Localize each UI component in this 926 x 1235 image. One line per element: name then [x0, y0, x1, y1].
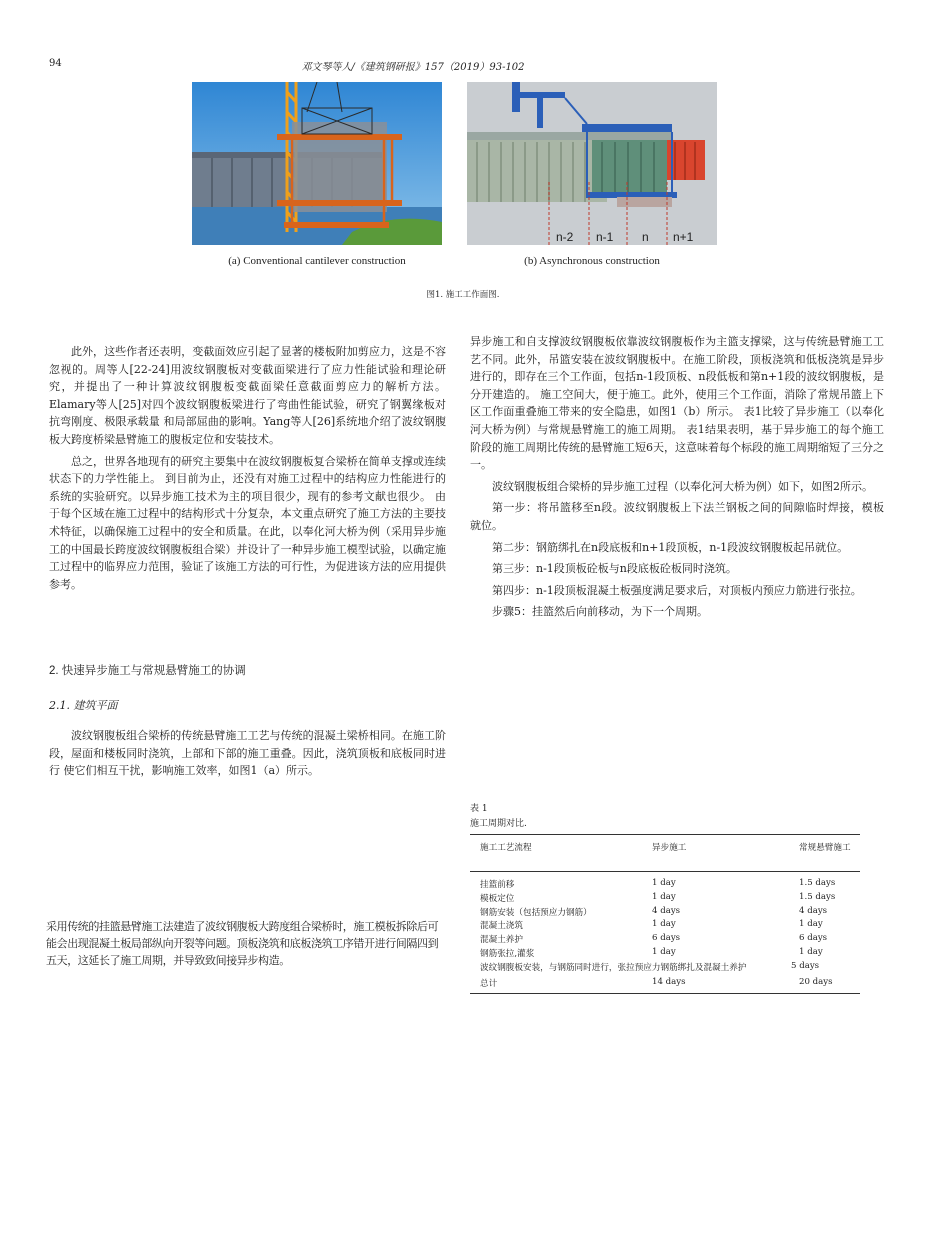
- table-cell: 6 days: [799, 933, 828, 944]
- table-header-row: [470, 835, 860, 872]
- table-row: [470, 872, 860, 892]
- figure-caption: 图1. 施工工作面图.: [426, 290, 500, 300]
- figure-conventional-cantilever-photo: [192, 82, 442, 245]
- subsection-heading: 2.1. 建筑平面: [49, 699, 118, 712]
- table-cell: 5 days: [791, 960, 820, 971]
- table-row: [470, 933, 860, 947]
- segment-label-n-2: n-2: [556, 230, 574, 244]
- table-header: 异步施工: [642, 835, 789, 872]
- segment-label-n: n: [642, 230, 649, 244]
- paragraph: 步骤5：挂篮然后向前移动，为下一个周期。: [492, 605, 708, 619]
- table-cell: 1.5 days: [799, 878, 836, 888]
- table-cell: 1 day: [652, 878, 676, 888]
- table-row: [470, 919, 860, 933]
- paragraph: 第三步：n-1段顶板砼板与n段底板砼板同时浇筑。: [492, 562, 737, 576]
- table-cell: 波纹钢腹板安装，与钢筋同时进行，张拉预应力钢筋绑扎及混凝土养护: [480, 962, 747, 973]
- table-cell: 总计: [480, 978, 498, 989]
- table-row: [470, 947, 860, 961]
- paragraph: 波纹钢腹板组合梁桥的异步施工过程（以奉化河大桥为例）如下，如图2所示。: [492, 479, 873, 493]
- construction-period-table: [470, 834, 860, 994]
- paragraph: 第二步：钢筋绑扎在n段底板和n+1段顶板，n-1段波纹钢腹板起吊就位。: [492, 540, 849, 554]
- paragraph: 第四步：n-1段顶板混凝土板强度满足要求后，对顶板内预应力筋进行张拉。: [492, 583, 862, 597]
- paragraph: 总之，世界各地现有的研究主要集中在波纹钢腹板复合梁桥在简单支撑或连续状态下的力学性能上。 到目前为止，还没有对施工过程中的结构应力性能进行的系统的实验研究。以异步施工技术为主的项目很少，现有的参考文献也很少。 由于每个区域在施工过程中的结构形式十分复杂，本文重点研究了施工方法的主要技术特征，以确保施工过程中的安全和质量。在此，以奉化河大桥为例（采用异步施工的中国最长跨度波纹钢腹板组合梁）并设计了一种异步施工模型试验，以确定施工过程中的临界应力范围，验证了该施工方法的可行性，为促进该方法的应用提供参考。: [49, 454, 446, 591]
- table-row: [470, 892, 860, 906]
- section-heading: 2. 快速异步施工与常规悬臂施工的协调: [49, 665, 246, 677]
- table-cell: 挂篮前移: [480, 880, 515, 890]
- table-row-total: [470, 975, 860, 994]
- right-column: [470, 333, 884, 625]
- page-number: 94: [49, 58, 62, 69]
- paragraph: 第一步：将吊篮移至n段。波纹钢腹板上下法兰钢板之间的间隙临时焊接，模板就位。: [470, 501, 884, 532]
- table-cell: 1 day: [652, 891, 676, 902]
- table-cell: 4 days: [652, 905, 681, 916]
- segment-label-n-plus-1: n+1: [673, 230, 694, 244]
- paragraph: 异步施工和自支撑波纹钢腹板依靠波纹钢腹板作为主篮支撑梁，这与传统悬臂施工工艺不同。此外，吊篮安装在波纹钢腹板中。在施工阶段，顶板浇筑和低板浇筑是异步进行的，即存在三个工作面，包括n-1段顶板、n段低板和第n+1段的波纹钢腹板，是分开建造的。 施工空间大，便于施工。此外，使用三个工作面，消除了常规吊篮上下区工作面重叠施工带来的安全隐患，如图1（b）所示。 表1比较了异步施工（以奉化河大桥为例）与常规悬臂施工的施工周期。 表1结果表明，基于异步施工的每个施工阶段的施工周期比传统的悬臂施工短6天，这意味着每个标段的施工周期缩短了三分之一。: [470, 335, 884, 472]
- table-cell: 14 days: [652, 976, 686, 987]
- table-cell: 混凝土浇筑: [480, 921, 523, 932]
- table-cell: 钢筋安装（包括预应力钢筋）: [480, 907, 592, 918]
- paragraph: 此外，这些作者还表明，变截面效应引起了显著的楼板附加剪应力，这是不容忽视的。周等人[22-24]用波纹钢腹板对变截面梁进行了应力性能试验和理论研究，并提出了一种计算波纹钢腹板变截面梁任意截面剪应力的解析方法。Elamary等人[25]对四个波纹钢腹板梁进行了弯曲性能试验，研究了钢翼缘板对抗弯刚度、极限承载量 和局部屈曲的影响。Yang等人[26]系统地介绍了波纹钢腹板大跨度桥梁悬臂施工的腹板定位和安装技术。: [49, 345, 446, 446]
- paragraph: 采用传统的挂篮悬臂施工法建造了波纹钢腹板大跨度组合梁桥时，施工模板拆除后可能会出现混凝土板局部纵向开裂等问题。顶板浇筑和底板浇筑工序错开进行间隔四到五天，这延长了施工周期，并导致致间接异步构造。: [46, 920, 439, 967]
- segment-label-n-1: n-1: [596, 230, 614, 244]
- table-header: 常规悬臂施工: [789, 835, 860, 872]
- table-cell: 1 day: [799, 946, 823, 957]
- table-row: [470, 961, 860, 975]
- paragraph: 波纹钢腹板组合梁桥的传统悬臂施工工艺与传统的混凝土梁桥相同。在施工阶段，屋面和楼板同时浇筑，上部和下部的施工重叠。因此，浇筑顶板和底板同时进行 使它们相互干扰，影响施工效率，如图1（a）所示。: [49, 729, 446, 778]
- table-cell: 钢筋张拉,灌浆: [480, 948, 535, 959]
- table-cell: 4 days: [799, 905, 828, 916]
- table-cell: 6 days: [652, 933, 681, 944]
- table-cell: 1 day: [799, 919, 823, 930]
- table-cell: 混凝土养护: [480, 935, 523, 946]
- figure-subcaption-a: (a) Conventional cantilever construction: [228, 255, 406, 267]
- table-cell: 1.5 days: [799, 891, 836, 902]
- table-number: 表 1: [470, 804, 488, 814]
- figure-asynchronous-construction-render: [467, 82, 717, 245]
- table-header: 施工工艺流程: [470, 835, 642, 872]
- table-cell: 1 day: [652, 919, 676, 930]
- running-header-citation: 邓文琴等人/《建筑钢研报》157（2019）93-102: [301, 62, 525, 73]
- table-title: 施工周期对比.: [470, 819, 527, 829]
- table-cell: 1 day: [652, 946, 676, 957]
- table-row: [470, 906, 860, 920]
- figure-subcaption-b: (b) Asynchronous construction: [524, 255, 660, 267]
- table-cell: 20 days: [799, 976, 833, 987]
- left-column: [49, 343, 446, 597]
- table-cell: 模板定位: [480, 893, 515, 904]
